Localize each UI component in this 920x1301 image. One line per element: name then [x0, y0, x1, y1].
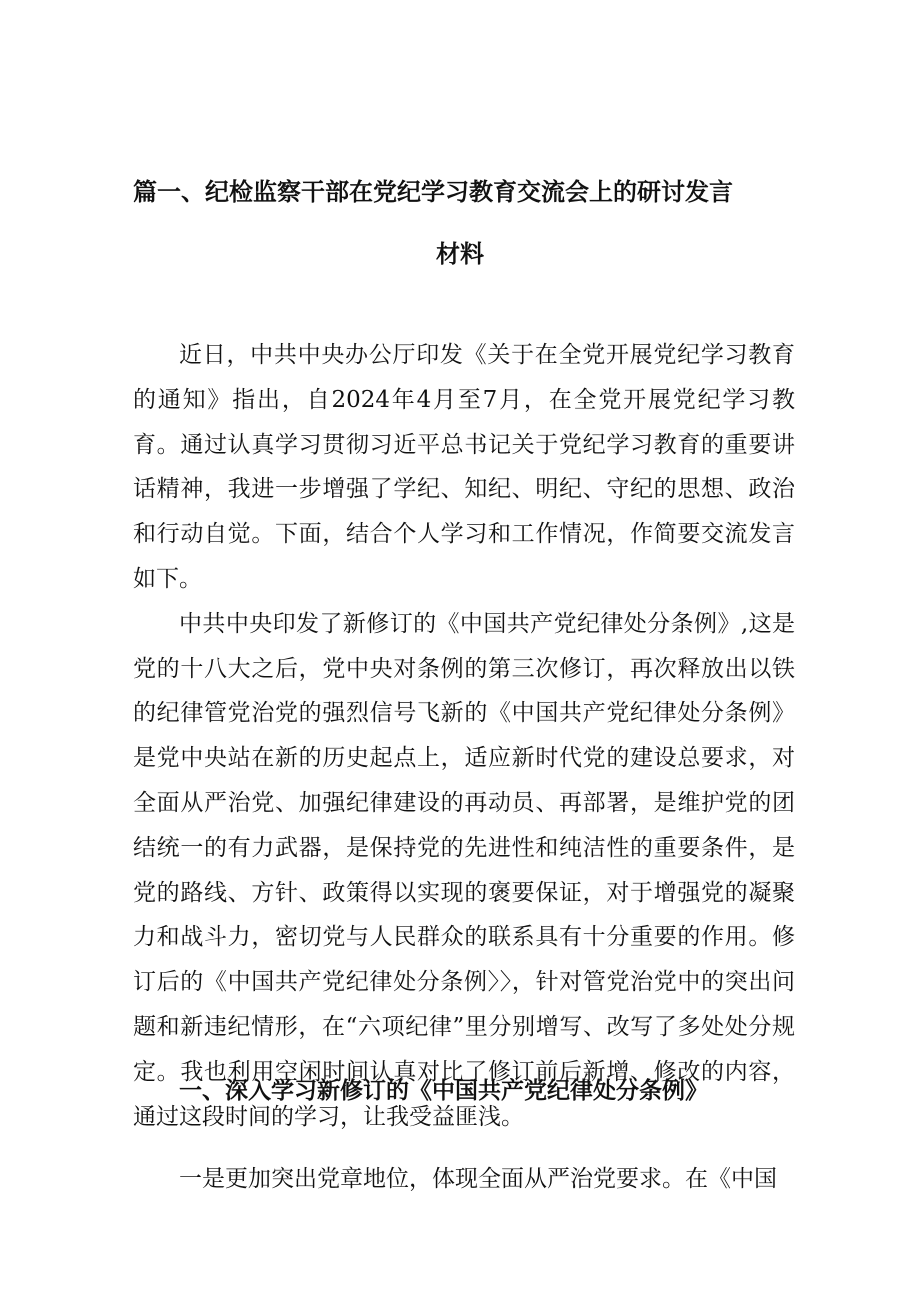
paragraph-intro: 近日，中共中央办公厅印发《关于在全党开展党纪学习教育的通知》指出，自2024年4月至7月，在全党开展党纪学习教育。通过认真学习贯彻习近平总书记关于党纪学习教育的重要讲话精神，我进一步增强了学纪、知纪、明纪、守纪的思想、政治和行动自觉。下面，结合个人学习和工作情况，作简要交流发言如下。: [133, 342, 795, 592]
paragraph-regulation: 中共中央印发了新修订的《中国共产党纪律处分条例》,这是党的十八大之后，党中央对条例的第三次修订，再次释放出以铁的纪律管党治党的强烈信号飞新的《中国共产党纪律处分条例》是党中央站在新的历史起点上，适应新时代党的建设总要求，对全面从严治党、加强纪律建设的再动员、再部署，是维护党的团结统一的有力武器，是保持党的先进性和纯洁性的重要条件，是党的路线、方针、政策得以实现的褒要保证，对于增强党的凝聚力和战斗力，密切党与人民群众的联系具有十分重要的作用。修订后的《中国共产党纪律处分条例〉〉，针对管党治党中的突出问题和新违纪情形，在“六项纪律”里分别增写、改写了多处处分规定。我也利用空闲时间认真对比了修订前后新增、修改的内容，通过这段时间的学习，让我受益匪浅。: [133, 610, 795, 1130]
document-body: [133, 333, 795, 1139]
document-title-continuation: 材料: [436, 239, 484, 268]
document-title: 篇一、纪检监察干部在党纪学习教育交流会上的研讨发言: [133, 177, 733, 206]
section-heading: 一、深入学习新修订的《中国共产党纪律处分条例》: [179, 1077, 708, 1104]
paragraph-point-one: 一是更加突出党章地位，体现全面从严治党要求。在《中国: [179, 1166, 777, 1192]
